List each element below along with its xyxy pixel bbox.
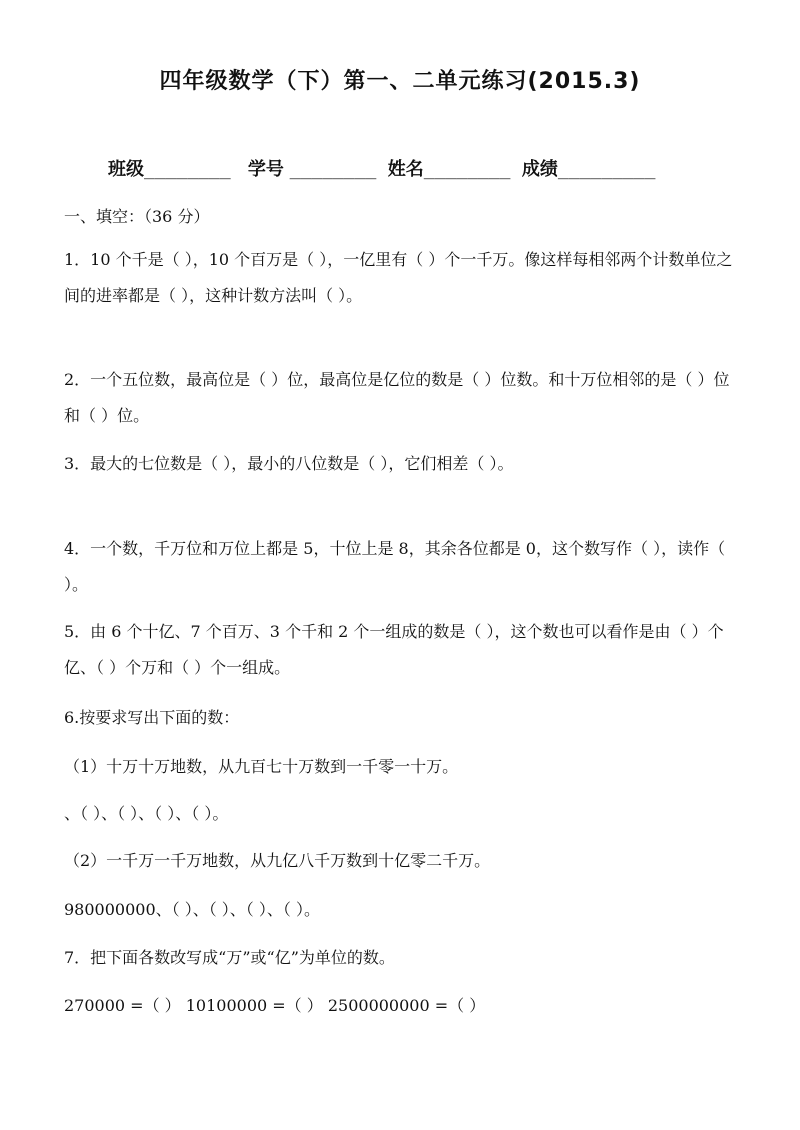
question-4: 4．一个数，千万位和万位上都是 5，十位上是 8，其余各位都是 0，这个数写作（ ），读作（ ）。 (64, 539, 726, 594)
page-title: 四年级数学（下）第一、二单元练习(2015.3) (159, 69, 641, 94)
question-5: 5．由 6 个十亿、7 个百万、3 个千和 2 个一组成的数是（ ），这个数也可以看作是由（ ）个亿、（ ）个万和（ ）个一组成。 (64, 622, 724, 677)
class-blank: ________ (144, 159, 231, 180)
question-6-part-1: （1）十万十万地数，从九百七十万数到一千零一十万。 (64, 757, 459, 776)
question-7-title: 7．把下面各数改写成“万”或“亿”为单位的数。 (64, 948, 395, 967)
question-7-answer: 270000 =（ ） 10100000 =（ ） 2500000000 =（ ） (64, 996, 486, 1015)
name-label: 姓名 (387, 159, 424, 180)
id-blank: ________ (289, 159, 377, 180)
section-heading: 一、填空：（36 分） (64, 207, 210, 226)
score-label: 成绩 (521, 159, 558, 180)
question-6-part-2-answer: 980000000、（ ）、（ ）、（ ）、（ ）。 (64, 900, 320, 919)
student-info-line (108, 155, 655, 181)
question-6-part-2: （2）一千万一千万地数，从九亿八千万数到十亿零二千万。 (64, 851, 491, 870)
question-2: 2．一个五位数，最高位是（ ）位，最高位是亿位的数是（ ）位数。和十万位相邻的是（ ）位和（ ）位。 (64, 370, 730, 425)
name-blank: ________ (423, 159, 511, 180)
question-6-part-1-answer: 、（ ）、（ ）、（ ）、（ ）。 (64, 804, 229, 823)
id-label: 学号 (247, 159, 284, 180)
question-1: 1．10 个千是（ ），10 个百万是（ ），一亿里有（ ）个一千万。像这样每相邻两个计数单位之间的进率都是（ ），这种计数方法叫（ ）。 (64, 250, 733, 305)
score-blank: _________ (557, 159, 656, 180)
question-6-title: 6.按要求写出下面的数： (64, 708, 240, 727)
class-label: 班级 (108, 159, 144, 180)
question-3: 3．最大的七位数是（ ），最小的八位数是（ ），它们相差（ ）。 (64, 454, 514, 473)
